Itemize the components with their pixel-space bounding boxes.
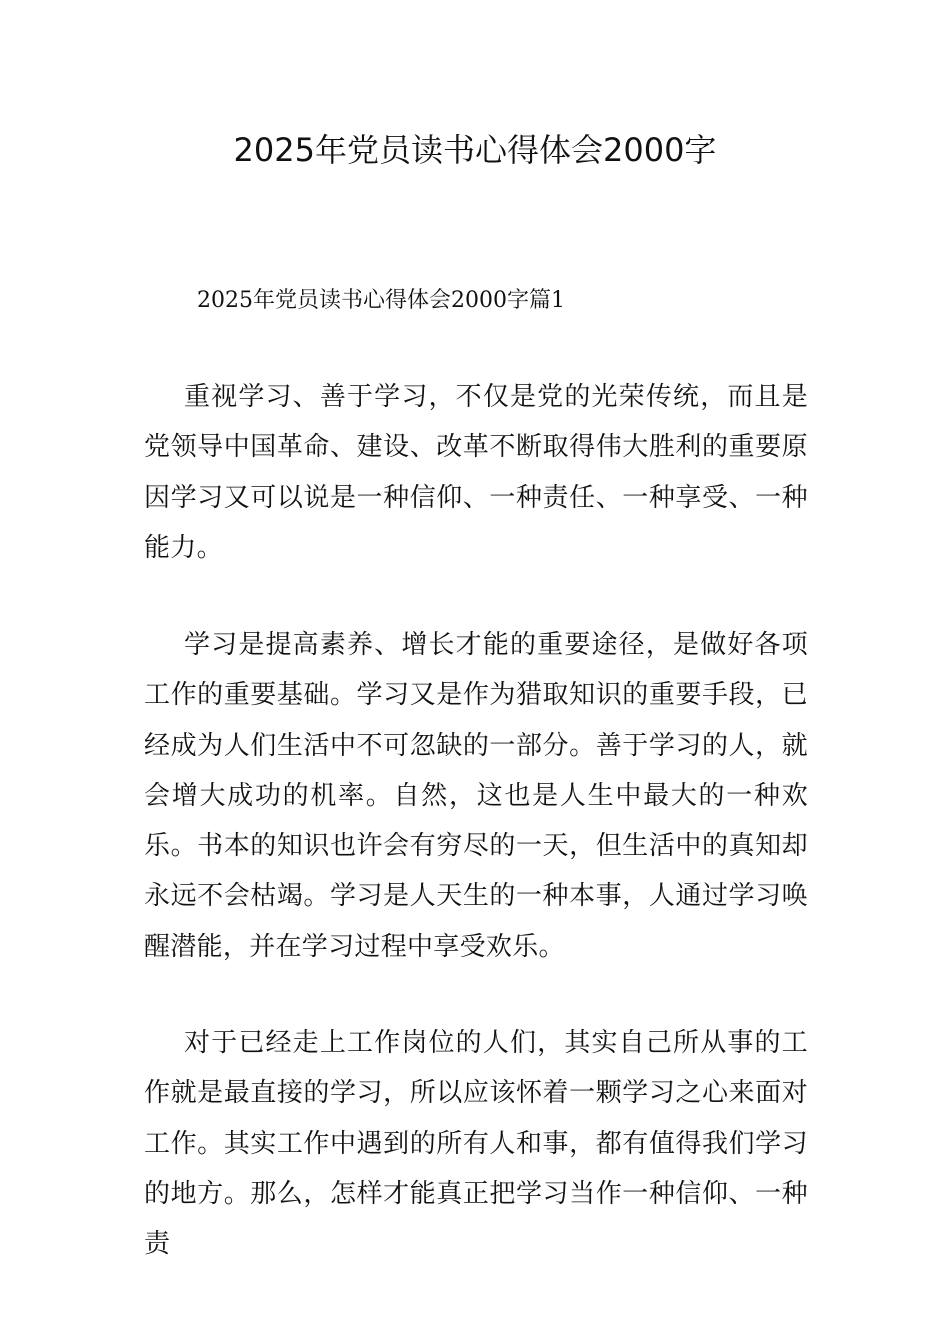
paragraph-2: 学习是提高素养、增长才能的重要途径，是做好各项工作的重要基础。学习又是作为猎取知识的重要手段，已经成为人们生活中不可忽缺的一部分。善于学习的人，就会增大成功的机率。自然，这也是人生中最大的一种欢乐。书本的知识也许会有穷尽的一天，但生活中的真知却永远不会枯竭。学习是人天生的一种本事，人通过学习唤醒潜能，并在学习过程中享受欢乐。 (144, 630, 808, 962)
document-title: 2025年党员读书心得体会2000字 (233, 131, 717, 169)
paragraph-3: 对于已经走上工作岗位的人们，其实自己所从事的工作就是最直接的学习，所以应该怀着一颗学习之心来面对工作。其实工作中遇到的所有人和事，都有值得我们学习的地方。那么，怎样才能真正把学习当作一种信仰、一种责 (144, 1028, 808, 1260)
paragraph-1: 重视学习、善于学习，不仅是党的光荣传统，而且是党领导中国革命、建设、改革不断取得伟大胜利的重要原因学习又可以说是一种信仰、一种责任、一种享受、一种能力。 (144, 382, 808, 563)
section-heading: 2025年党员读书心得体会2000字篇1 (197, 288, 565, 313)
